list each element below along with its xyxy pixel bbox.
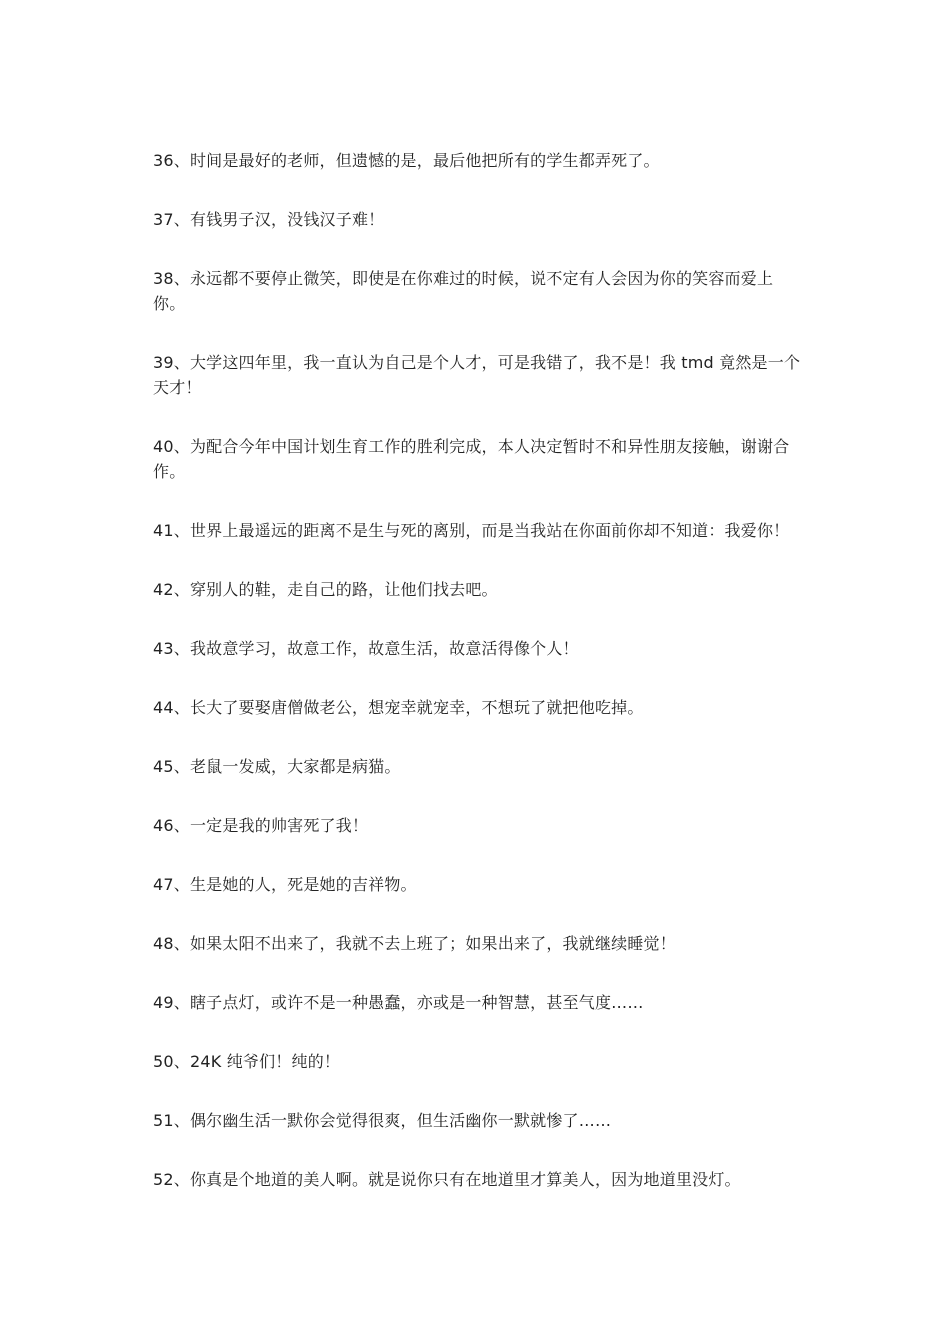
- list-item: 49、瞎子点灯，或许不是一种愚蠢，亦或是一种智慧，甚至气度……: [153, 993, 644, 1012]
- list-item: 37、有钱男子汉，没钱汉子难！: [153, 210, 385, 229]
- list-item: 48、如果太阳不出来了，我就不去上班了；如果出来了，我就继续睡觉！: [153, 934, 676, 953]
- list-item: 51、偶尔幽生活一默你会觉得很爽，但生活幽你一默就惨了……: [153, 1111, 612, 1130]
- joke-list: [153, 148, 803, 1226]
- list-item: 39、大学这四年里，我一直认为自己是个人才，可是我错了，我不是！我 tmd 竟然是一个天才！: [153, 353, 801, 397]
- list-item: 40、为配合今年中国计划生育工作的胜利完成，本人决定暂时不和异性朋友接触，谢谢合作。: [153, 437, 790, 481]
- list-item: 52、你真是个地道的美人啊。就是说你只有在地道里才算美人，因为地道里没灯。: [153, 1170, 741, 1189]
- list-item: 43、我故意学习，故意工作，故意生活，故意活得像个人！: [153, 639, 579, 658]
- list-item: 42、穿别人的鞋，走自己的路，让他们找去吧。: [153, 580, 498, 599]
- list-item: 38、永远都不要停止微笑，即使是在你难过的时候，说不定有人会因为你的笑容而爱上你。: [153, 269, 774, 313]
- list-item: 46、一定是我的帅害死了我！: [153, 816, 369, 835]
- list-item: 45、老鼠一发威，大家都是病猫。: [153, 757, 401, 776]
- list-item: 50、24K 纯爷们！纯的！: [153, 1052, 341, 1071]
- list-item: 47、生是她的人，死是她的吉祥物。: [153, 875, 417, 894]
- list-item: 44、长大了要娶唐僧做老公，想宠幸就宠幸，不想玩了就把他吃掉。: [153, 698, 644, 717]
- list-item: 36、时间是最好的老师，但遗憾的是，最后他把所有的学生都弄死了。: [153, 151, 660, 170]
- list-item: 41、世界上最遥远的距离不是生与死的离别，而是当我站在你面前你却不知道：我爱你！: [153, 521, 790, 540]
